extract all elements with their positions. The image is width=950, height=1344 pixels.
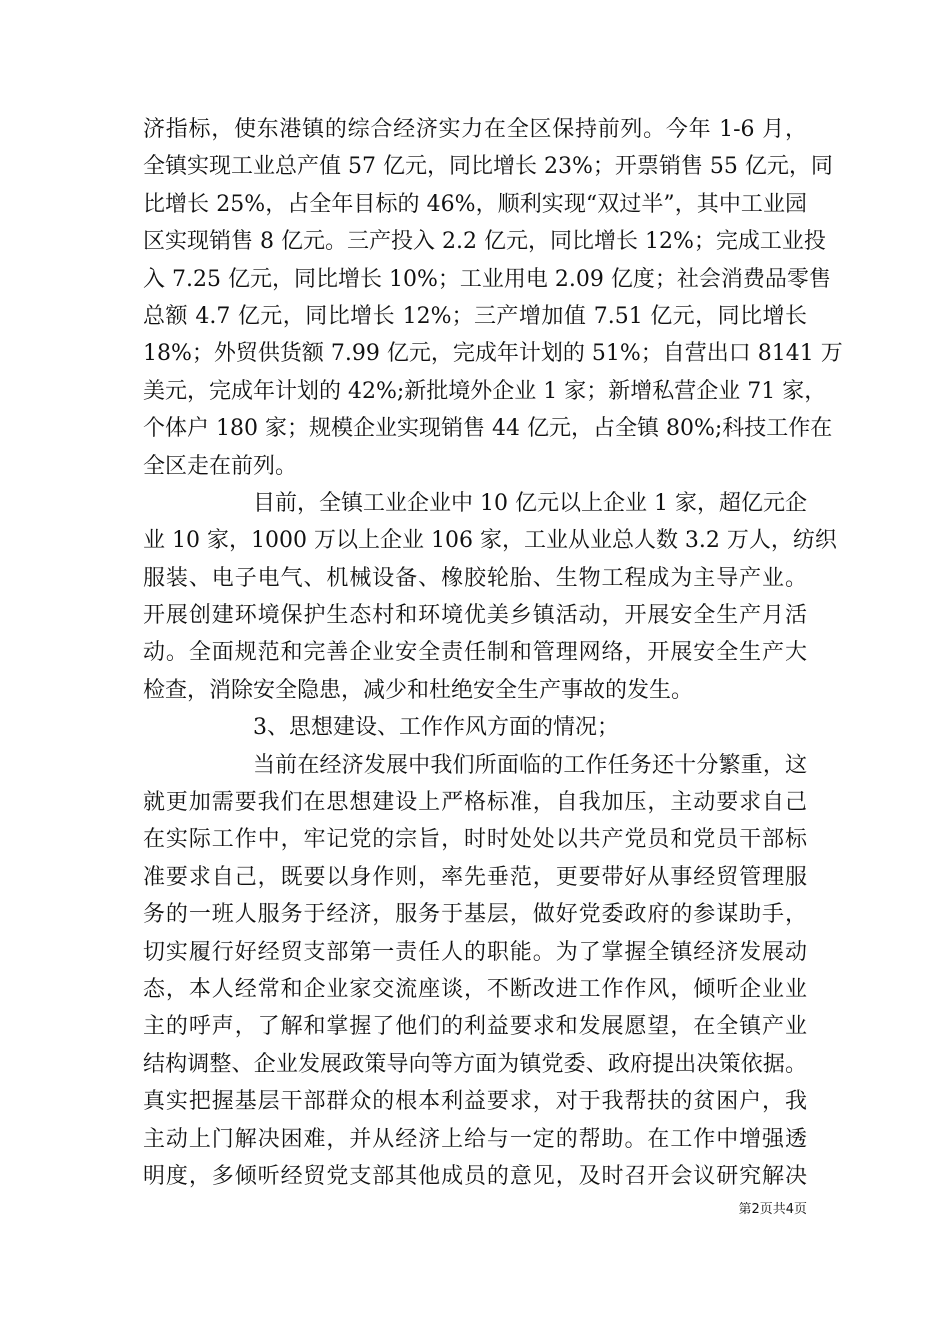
- page-number-footer: 第2页共4页: [738, 1202, 807, 1217]
- text-line: 结构调整、企业发展政策导向等方面为镇党委、政府提出决策依据。: [143, 1051, 807, 1077]
- text-line: 总额 4.7 亿元，同比增长 12%；三产增加值 7.51 亿元，同比增长: [143, 303, 807, 329]
- text-line: 当前在经济发展中我们所面临的工作任务还十分繁重，这: [253, 752, 807, 778]
- paragraph: [143, 747, 807, 1196]
- text-line: 区实现销售 8 亿元。三产投入 2.2 亿元，同比增长 12%；完成工业投: [143, 229, 826, 255]
- text-line: 态，本人经常和企业家交流座谈，不断改进工作作风，倾听企业业: [143, 976, 807, 1002]
- paragraph: [143, 485, 837, 709]
- text-line: 明度，多倾听经贸党支部其他成员的意见，及时召开会议研究解决: [143, 1163, 807, 1189]
- text-line: 动。全面规范和完善企业安全责任制和管理网络，开展安全生产大: [143, 640, 807, 666]
- text-line: 服装、电子电气、机械设备、橡胶轮胎、生物工程成为主导产业。: [143, 565, 807, 591]
- text-line: 目前，全镇工业企业中 10 亿元以上企业 1 家，超亿元企: [253, 490, 807, 516]
- text-line: 济指标，使东港镇的综合经济实力在全区保持前列。今年 1-6 月，: [143, 117, 807, 142]
- text-line: 个体户 180 家；规模企业实现销售 44 亿元，占全镇 80%;科技工作在: [143, 416, 833, 442]
- text-line: 全区走在前列。: [143, 453, 298, 479]
- text-line: 检查，消除安全隐患，减少和杜绝安全生产事故的发生。: [143, 677, 694, 703]
- text-line: 务的一班人服务于经济，服务于基层，做好党委政府的参谋助手，: [143, 902, 807, 928]
- text-line: 全镇实现工业总产值 57 亿元，同比增长 23%；开票销售 55 亿元，同: [143, 154, 833, 180]
- text-line: 比增长 25%，占全年目标的 46%，顺利实现“双过半”，其中工业园: [143, 191, 807, 217]
- text-line: 开展创建环境保护生态村和环境优美乡镇活动，开展安全生产月活: [143, 603, 807, 629]
- text-line: 业 10 家，1000 万以上企业 106 家，工业从业总人数 3.2 万人，纺织: [143, 528, 837, 554]
- text-line: 就更加需要我们在思想建设上严格标准，自我加压，主动要求自己: [143, 790, 807, 816]
- document-body: [143, 111, 843, 1195]
- text-line: 切实履行好经贸支部第一责任人的职能。为了掌握全镇经济发展动: [143, 939, 807, 965]
- paragraph: [143, 709, 807, 746]
- text-line: 3、思想建设、工作作风方面的情况；: [253, 715, 619, 741]
- text-line: 主动上门解决困难，并从经济上给与一定的帮助。在工作中增强透: [143, 1126, 807, 1152]
- text-line: 入 7.25 亿元，同比增长 10%；工业用电 2.09 亿度；社会消费品零售: [143, 266, 831, 292]
- text-line: 18%；外贸供货额 7.99 亿元，完成年计划的 51%；自营出口 8141 万: [143, 341, 843, 367]
- text-line: 真实把握基层干部群众的根本利益要求，对于我帮扶的贫困户，我: [143, 1089, 807, 1115]
- text-line: 美元，完成年计划的 42%;新批境外企业 1 家；新增私营企业 71 家，: [143, 378, 827, 404]
- text-line: 主的呼声，了解和掌握了他们的利益要求和发展愿望，在全镇产业: [143, 1014, 807, 1040]
- paragraph: [143, 111, 843, 485]
- text-line: 在实际工作中，牢记党的宗旨，时时处处以共产党员和党员干部标: [143, 827, 807, 853]
- text-line: 准要求自己，既要以身作则，率先垂范，更要带好从事经贸管理服: [143, 864, 807, 890]
